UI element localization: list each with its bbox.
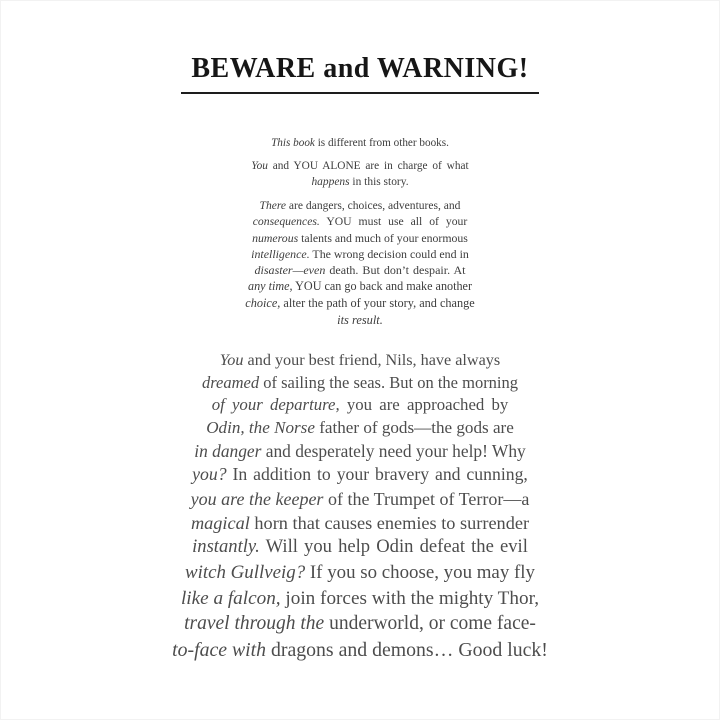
roman-text: and your best friend, Nils, have always	[243, 351, 501, 370]
italic-text: happens	[311, 175, 350, 188]
italic-text: consequences.	[252, 214, 320, 228]
roman-text: father of gods—the gods are	[314, 417, 514, 437]
italic-text: You	[219, 351, 244, 370]
page-title: BEWARE and WARNING!	[181, 54, 538, 94]
text-line	[210, 262, 510, 278]
text-line	[150, 440, 570, 463]
italic-text: magical	[190, 512, 250, 533]
roman-text: The wrong decision could end in	[309, 246, 469, 261]
roman-text: and YOU ALONE are in charge of what	[267, 160, 469, 173]
text-line	[150, 586, 570, 612]
italic-text: you are the keeper	[190, 488, 324, 509]
text-line	[210, 295, 510, 312]
roman-text: talents and much of your enormous	[298, 230, 468, 245]
italic-text: witch Gullveig?	[185, 562, 306, 584]
roman-text: If you so choose, you may fly	[305, 562, 535, 584]
text-line	[210, 214, 510, 230]
italic-text: instantly.	[192, 536, 260, 558]
text-line	[210, 159, 510, 174]
text-line	[150, 417, 570, 440]
roman-text: YOU must use all of your	[319, 214, 468, 228]
story-paragraph	[150, 350, 570, 663]
text-line	[150, 611, 570, 637]
roman-text: join forces with the mighty Thor,	[280, 587, 540, 609]
roman-text: are dangers, choices, adventures, and	[286, 199, 461, 213]
italic-text: any time,	[247, 279, 293, 294]
italic-text: Odin, the Norse	[206, 417, 315, 437]
roman-text: you are approached by	[339, 395, 509, 415]
italic-text: disaster—even	[254, 263, 326, 277]
italic-text: This book	[271, 137, 315, 149]
text-line	[150, 463, 570, 487]
italic-text: to-face with	[172, 639, 267, 662]
text-line	[150, 394, 570, 417]
text-line	[210, 198, 510, 214]
roman-text: in this story.	[349, 175, 409, 188]
text-line	[150, 350, 570, 372]
text-line	[210, 175, 510, 191]
title-block	[0, 0, 720, 94]
roman-text: of the Trumpet of Terror—a	[323, 488, 530, 509]
roman-text: underworld, or come face-	[324, 613, 536, 635]
roman-text: YOU can go back and make another	[292, 279, 473, 294]
text-line	[210, 246, 510, 262]
text-line	[210, 230, 510, 246]
intro-paragraph	[210, 159, 510, 190]
roman-text: and desperately need your help! Why	[261, 440, 526, 461]
text-line	[150, 560, 570, 585]
text-line	[150, 637, 570, 664]
italic-text: travel through the	[184, 613, 325, 635]
italic-text: choice,	[245, 295, 281, 310]
italic-text: like a falcon,	[180, 587, 281, 609]
italic-text: There	[259, 199, 287, 213]
italic-text: numerous	[252, 230, 299, 245]
text-line	[150, 535, 570, 560]
roman-text: alter the path of your story, and change	[280, 295, 475, 310]
text-line	[150, 511, 570, 536]
italic-text: its result.	[337, 312, 383, 327]
text-line	[150, 372, 570, 394]
italic-text: dreamed	[201, 373, 260, 393]
roman-text: In addition to your bravery and cunning,	[226, 463, 528, 484]
intro-paragraph	[210, 198, 510, 328]
roman-text: is different from other books.	[314, 137, 449, 149]
roman-text: Will you help Odin defeat the evil	[259, 536, 528, 558]
text-line	[210, 312, 510, 329]
text-line	[210, 278, 510, 295]
roman-text: of sailing the seas. But on the morning	[259, 373, 519, 393]
italic-text: in danger	[194, 440, 262, 461]
italic-text: You	[251, 160, 268, 173]
italic-text: intelligence.	[251, 246, 310, 261]
text-line	[150, 487, 570, 511]
text-line	[210, 136, 510, 151]
roman-text: dragons and demons… Good luck!	[266, 639, 548, 662]
intro-paragraph	[210, 136, 510, 151]
roman-text: death. But don’t despair. At	[325, 263, 466, 277]
intro-section	[210, 136, 510, 328]
italic-text: you?	[192, 463, 227, 484]
roman-text: horn that causes enemies to surrender	[249, 512, 530, 533]
italic-text: of your departure,	[211, 395, 340, 415]
